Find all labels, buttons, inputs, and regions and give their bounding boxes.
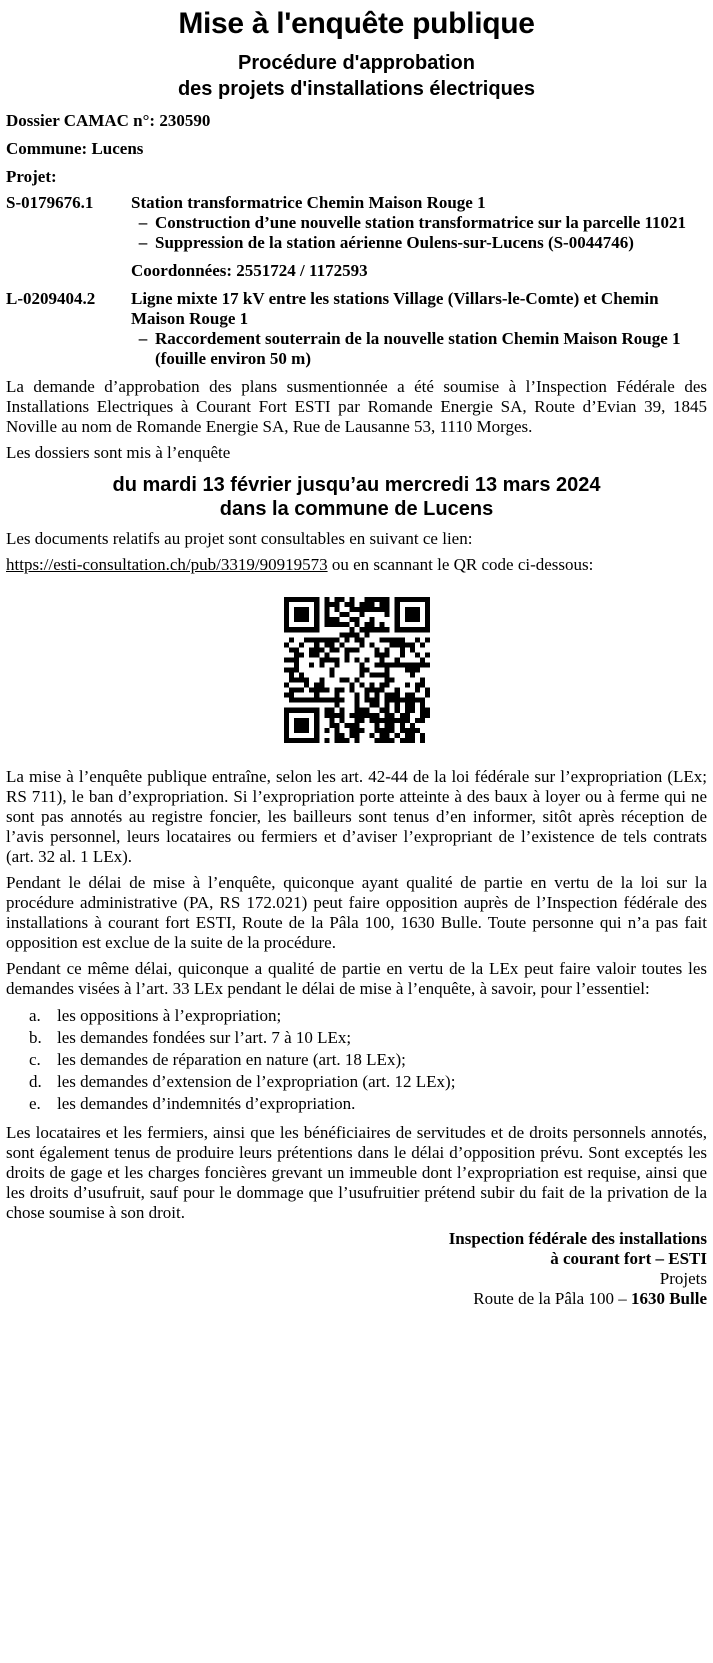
list-item: d. les demandes d’extension de l’expropriation (art. 12 LEx); bbox=[29, 1072, 456, 1091]
sign-line-3: Projets bbox=[659, 1269, 707, 1288]
sign-line-1: Inspection fédérale des installations bbox=[448, 1229, 707, 1248]
projet-label: Projet: bbox=[6, 167, 57, 186]
para-delai: Pendant ce même délai, quiconque a qualité de partie en vertu de la LEx peut faire valoir toutes les demandes visées à l’art. 33 LEx pendant le délai de mise à l’enquête, à savoir, pour l’essentiel: bbox=[6, 959, 707, 998]
para-link bbox=[6, 555, 707, 575]
project-2 bbox=[6, 289, 707, 369]
list-item: e. les demandes d’indemnités d’expropriation. bbox=[29, 1094, 356, 1113]
dates-line-2: dans la commune de Lucens bbox=[219, 498, 494, 520]
project-1-coords: Coordonnées: 2551724 / 1172593 bbox=[131, 261, 368, 280]
dash-marker: – bbox=[138, 329, 148, 348]
para-demande: La demande d’approbation des plans susmentionnée a été soumise à l’Inspection Fédérale des Installations Electriques à Courant Fort ESTI par Romande Energie SA, Route d’Evian 39, 1845 Noville au nom de Romande Energie SA, Rue de Lausanne 53, 1110 Morges. bbox=[6, 377, 707, 436]
signature-block bbox=[6, 1229, 707, 1309]
project-1 bbox=[6, 193, 707, 289]
para-dossiers: Les dossiers sont mis à l’enquête bbox=[6, 443, 231, 462]
project-2-item-1: – Raccordement souterrain de la nouvelle station Chemin Maison Rouge 1 (fouille environ 50 m) bbox=[131, 329, 707, 369]
enquete-dates bbox=[6, 473, 707, 521]
qr-container bbox=[6, 587, 707, 753]
sign-address: Route de la Pâla 100 – 1630 Bulle bbox=[473, 1289, 707, 1308]
subtitle-line-2: des projets d'installations électriques bbox=[177, 78, 536, 100]
sign-line-2: à courant fort – ESTI bbox=[550, 1249, 707, 1268]
para-opposition: Pendant le délai de mise à l’enquête, quiconque ayant qualité de partie en vertu de la loi sur la procédure administrative (PA, RS 172.021) peut faire opposition auprès de l’Inspection fédérale des installations à courant fort ESTI, Route de la Pâla 100, 1630 Bulle. Toute personne qui n’a pas fait opposition est exclue de la suite de la procédure. bbox=[6, 873, 707, 952]
project-2-title: Ligne mixte 17 kV entre les stations Village (Villars-le-Comte) et Chemin Maison Rouge 1 bbox=[131, 289, 659, 328]
dash-marker: – bbox=[138, 213, 148, 232]
commune: Commune: Lucens bbox=[6, 139, 144, 158]
list-item: b. les demandes fondées sur l’art. 7 à 10 LEx; bbox=[29, 1028, 352, 1047]
page-title: Mise à l'enquête publique bbox=[178, 7, 535, 40]
project-1-item-2: – Suppression de la station aérienne Oulens-sur-Lucens (S-0044746) bbox=[131, 233, 707, 253]
dossier-number: Dossier CAMAC n°: 230590 bbox=[6, 111, 211, 130]
project-2-code: L-0209404.2 bbox=[6, 289, 96, 308]
dossier-meta bbox=[6, 111, 707, 187]
consultation-link[interactable]: https://esti-consultation.ch/pub/3319/90919573 bbox=[6, 555, 328, 574]
list-item: c. les demandes de réparation en nature (art. 18 LEx); bbox=[29, 1050, 406, 1069]
link-suffix: ou en scannant le QR code ci-dessous: bbox=[327, 555, 594, 574]
para-locataires: Les locataires et les fermiers, ainsi que les bénéficiaires de servitudes et de droits personnels annotés, sont également tenus de produire leurs prétentions dans le délai d’opposition prévu. Sont exceptés les droits de gage et les charges foncières grevant un immeuble dont l’expropriation est requise, ainsi que les droits d’usufruit, sauf pour le dommage que l’usufruitier prétend subir du fait de la privation de la chose soumise à son droit. bbox=[6, 1123, 707, 1222]
para-documents: Les documents relatifs au projet sont consultables en suivant ce lien: bbox=[6, 529, 473, 548]
page-subtitle bbox=[6, 50, 707, 102]
qr-code-icon[interactable] bbox=[274, 587, 440, 753]
project-1-code: S-0179676.1 bbox=[6, 193, 94, 212]
para-expropriation: La mise à l’enquête publique entraîne, selon les art. 42-44 de la loi fédérale sur l’expropriation (LEx; RS 711), le ban d’expropriation. Si l’expropriation porte atteinte à des baux à loyer ou à ferme qui ne sont pas annotés au registre foncier, les bailleurs sont tenus d’en informer, sitôt après réception de l’avis personnel, leurs locataires ou fermiers et d’aviser l’expropriant de l’existence de tels contrats (art. 32 al. 1 LEx). bbox=[6, 767, 707, 866]
list-item: a. les oppositions à l’expropriation; bbox=[29, 1006, 282, 1025]
project-1-item-1: – Construction d’une nouvelle station transformatrice sur la parcelle 11021 bbox=[131, 213, 707, 233]
project-1-title: Station transformatrice Chemin Maison Rouge 1 bbox=[131, 193, 486, 212]
demandes-list bbox=[6, 1005, 707, 1115]
dates-line-1: du mardi 13 février jusqu’au mercredi 13 mars 2024 bbox=[112, 474, 601, 496]
dash-marker: – bbox=[138, 233, 148, 252]
subtitle-line-1: Procédure d'approbation bbox=[237, 52, 475, 74]
